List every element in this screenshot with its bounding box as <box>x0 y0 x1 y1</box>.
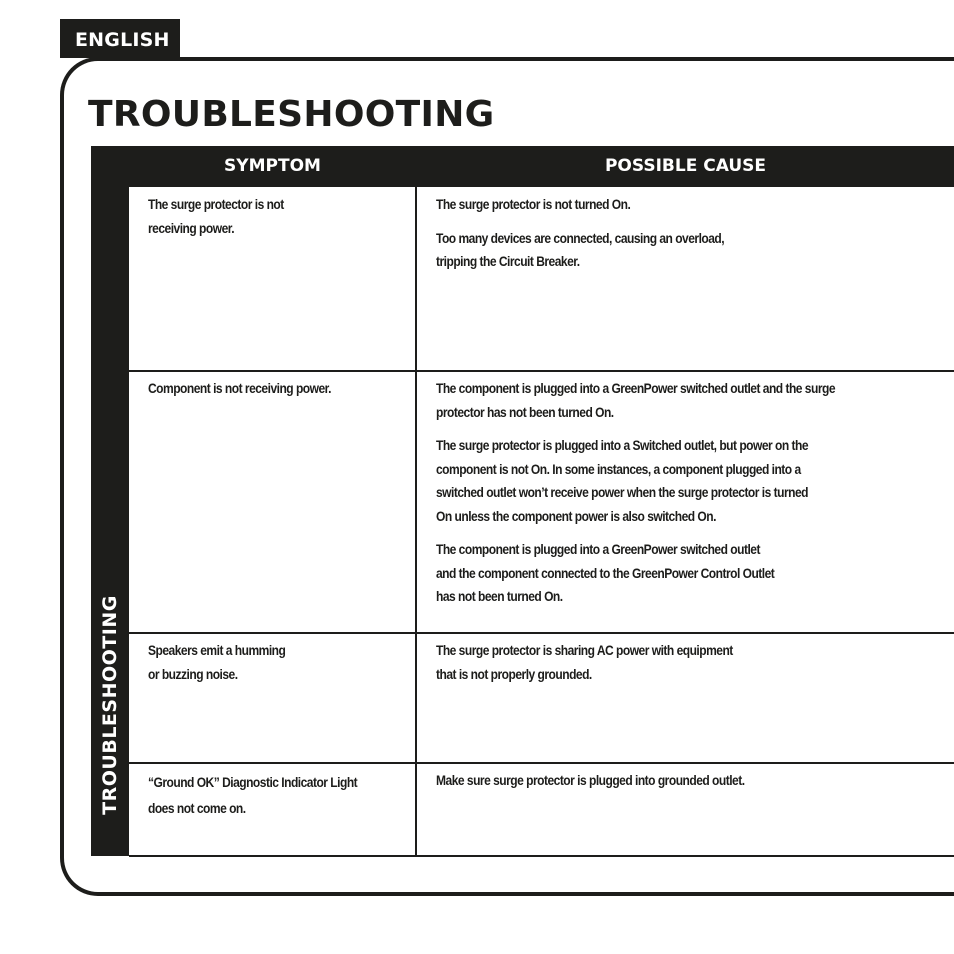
row-divider <box>129 370 954 372</box>
symptom-line: Component is not receiving power. <box>148 380 332 396</box>
cause-line: The surge protector is not turned On. <box>436 196 631 212</box>
cause-line: The component is plugged into a GreenPower switched outlet and the surge <box>436 380 836 396</box>
symptom-line: receiving power. <box>148 219 235 236</box>
cause-line: The surge protector is sharing AC power with equipment <box>436 642 733 658</box>
row-divider <box>129 632 954 634</box>
symptom-line: does not come on. <box>148 800 246 816</box>
cause-line: Too many devices are connected, causing an overload, <box>436 229 725 246</box>
table-row-1-symptom <box>148 193 284 240</box>
cause-line: that is not properly grounded. <box>436 665 592 682</box>
language-tab: ENGLISH <box>60 19 180 58</box>
table-row-1-cause <box>436 193 724 274</box>
table-row-2-symptom <box>148 377 331 401</box>
cause-line: switched outlet won’t receive power when the surge protector is turned <box>436 484 808 500</box>
table-header <box>91 146 954 187</box>
header-possible-cause: POSSIBLE CAUSE <box>604 156 767 176</box>
header-symptom: SYMPTOM <box>224 156 321 176</box>
page-title: TROUBLESHOOTING <box>88 94 495 135</box>
table-row-4-symptom <box>148 769 357 821</box>
table-row-3-cause <box>436 639 733 686</box>
side-label: TROUBLESHOOTING <box>99 595 121 815</box>
table-row-2-cause <box>436 377 835 609</box>
cause-line: protector has not been turned On. <box>436 403 614 420</box>
cause-line: component is not On. In some instances, a component plugged into a <box>436 460 801 477</box>
cause-line: has not been turned On. <box>436 588 563 604</box>
symptom-line: The surge protector is not <box>148 196 284 212</box>
table-row-4-cause <box>436 769 745 793</box>
table-bottom-rule <box>129 855 954 857</box>
cause-line: The component is plugged into a GreenPower switched outlet <box>436 541 760 557</box>
side-band <box>91 187 129 856</box>
column-divider <box>415 187 417 856</box>
symptom-line: “Ground OK” Diagnostic Indicator Light <box>148 774 358 790</box>
symptom-line: Speakers emit a humming <box>148 642 286 658</box>
cause-line: On unless the component power is also switched On. <box>436 507 716 524</box>
cause-line: tripping the Circuit Breaker. <box>436 253 580 269</box>
cause-line: Make sure surge protector is plugged into grounded outlet. <box>436 772 745 788</box>
cause-line: and the component connected to the GreenPower Control Outlet <box>436 564 775 581</box>
table-row-3-symptom <box>148 639 285 686</box>
row-divider <box>129 762 954 764</box>
symptom-line: or buzzing noise. <box>148 665 238 682</box>
cause-line: The surge protector is plugged into a Switched outlet, but power on the <box>436 437 809 453</box>
